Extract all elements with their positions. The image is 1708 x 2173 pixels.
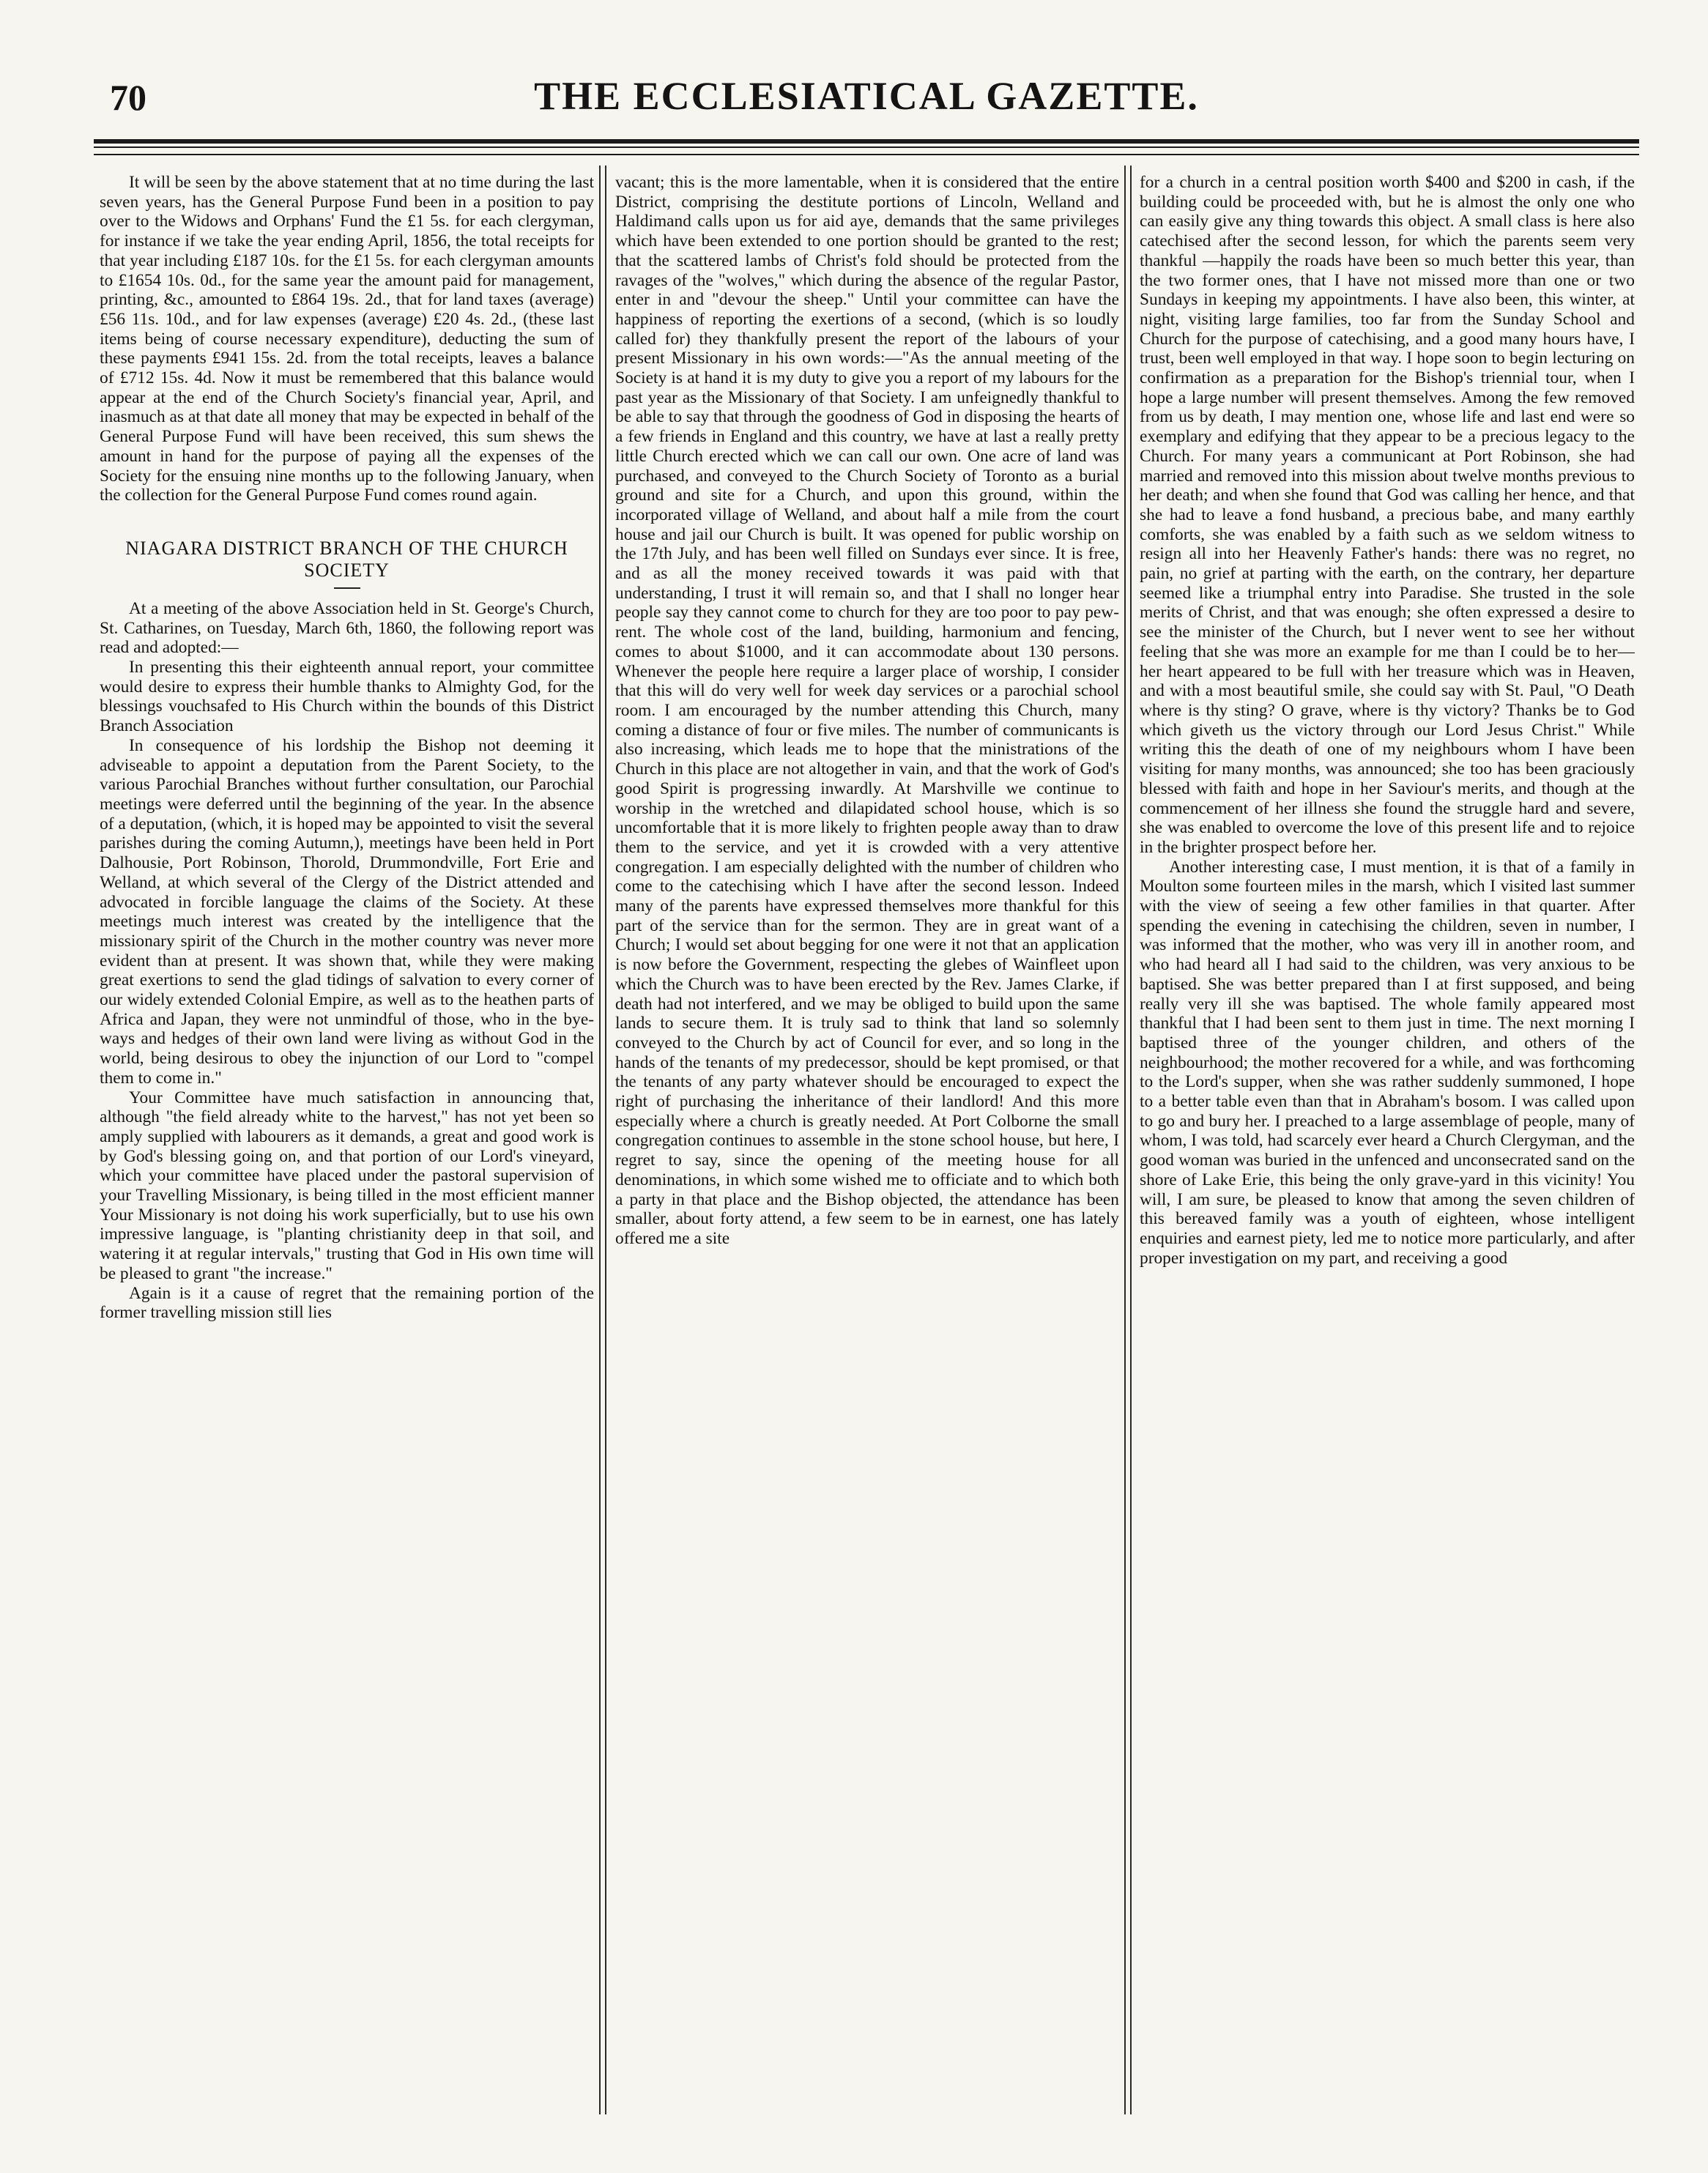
article-paragraph: In consequence of his lordship the Bishop not deeming it adviseable to appoint a deputation from the Parent Society, to the various Parochial Branches without further consultation, our Parochial meetings were deferred until the beginning of the year. In the absence of a deputation, (which, it is hoped may be appointed to visit the several parishes during the coming Autumn,), meetings have been held in Port Dalhousie, Port Robinson, Thorold, Drummondville, Fort Erie and Welland, at which several of the Clergy of the District attended and advocated in forcible language the claims of the Society. At these meetings much interest was created by the intelligence that the missionary spirit of the Church in the mother country was never more evident than at present. It was shown that, while they were making great exertions to send the glad tidings of salvation to every corner of our widely extended Colonial Empire, as well as to the heathen parts of Africa and Japan, they were not unmindful of those, who in the bye-ways and hedges of their own land were living as without God in the world, being desirous to obey the injunction of our Lord to "compel them to come in." bbox=[100, 735, 594, 1088]
column-divider bbox=[1124, 166, 1132, 2114]
heading-divider bbox=[334, 587, 360, 589]
masthead bbox=[94, 70, 1639, 129]
running-title: THE ECCLESIATICAL GAZETTE. bbox=[534, 74, 1199, 118]
column-left bbox=[100, 173, 594, 2107]
masthead-rule bbox=[94, 139, 1639, 144]
article-paragraph: It will be seen by the above statement that at no time during the last seven years, has the General Purpose Fund been in a position to pay over to the Widows and Orphans' Fund the £1 5s. for each clergyman, for instance if we take the year ending April, 1856, the total receipts for that year including £187 10s. for the £1 5s. for each clergyman amounts to £1654 10s. 0d., for the same year the amount paid for management, printing, &c., amounted to £864 19s. 2d., that for land taxes (average) £56 11s. 10d., and for law expenses (average) £20 4s. 2d., (these last items being of course necessary expenditure), deducting the sum of these payments £941 15s. 2d. from the total receipts, leaves a balance of £712 15s. 4d. Now it must be remembered that this balance would appear at the end of the Church Society's financial year, April, and inasmuch as at that date all money that may be expected in behalf of the General Purpose Fund will have been received, this sum shews the amount in hand for the purpose of paying all the expenses of the Society for the ensuing nine months up to the following January, when the collection for the General Purpose Fund comes round again. bbox=[100, 173, 594, 505]
column-divider bbox=[599, 166, 606, 2114]
article-paragraph: vacant; this is the more lamentable, when it is considered that the entire District, comprising the destitute portions of Lincoln, Welland and Haldimand calls upon us for aid aye, demands that the same privileges which have been extended to one portion should be granted to the rest; that the scattered lambs of Christ's fold should be protected from the ravages of the "wolves," which during the absence of the regular Pastor, enter in and "devour the sheep." Until your committee can have the happiness of reporting the exertions of a second, (which is so loudly called for) they thankfully present the report of the labours of your present Missionary in his own words:—"As the annual meeting of the Society is at hand it is my duty to give you a report of my labours for the past year as the Missionary of that Society. I am unfeignedly thankful to be able to say that through the goodness of God in disposing the hearts of a few friends in England and this country, we have at last a really pretty little Church erected which we can call our own. One acre of land was purchased, and conveyed to the Church Society of Toronto as a burial ground and site for a Church, and upon this ground, within the incorporated village of Welland, and about half a mile from the court house and jail our Church is built. It was opened for public worship on the 17th July, and has been well filled on Sundays ever since. It is free, and as all the money received towards it was paid with that understanding, I trust it will remain so, and that I shall no longer hear people say they cannot come to church for they are too poor to pay pew-rent. The whole cost of the land, building, harmonium and fencing, comes to about $1000, and it can accommodate about 130 persons. Whenever the people here require a larger place of worship, I consider that this will do very well for week day services or a parochial school room. I am encouraged by the number attending this Church, many coming a distance of four or five miles. The number of communicants is also increasing, which leads me to hope that the ministrations of the Church in this place are not altogether in vain, and that the work of God's good Spirit is progressing inwardly. At Marshville we continue to worship in the wretched and dilapidated school house, which is so uncomfortable that it is more likely to frighten people away than to draw them to the service, and yet it is crowded with a very attentive congregation. I am especially delighted with the number of children who come to the catechising which I have after the second lesson. Indeed many of the parents have expressed themselves more thankful for this part of the service than for the sermon. They are in great want of a Church; I would set about begging for one were it not that an application is now before the Government, respecting the glebes of Wainfleet upon which the Church was to have been erected by the Rev. James Clarke, if death had not interfered, and we may be obliged to build upon the same lands to secure them. It is truly sad to think that land so solemnly conveyed to the Church by act of Council for ever, and so long in the hands of the tenants of my predecessor, should be kept promised, or that the tenants of any party whatever should be encouraged to expect the right of purchasing the inheritance of their landlord! And this more especially where a church is greatly needed. At Port Colborne the small congregation continues to assemble in the stone school house, but here, I regret to say, since the opening of the meeting house for all denominations, in which some wished me to officiate and to which both a party in that place and the Bishop objected, the attendance has been smaller, about forty attend, a few seem to be in earnest, one has lately offered me a site bbox=[615, 173, 1119, 1248]
article-paragraph: At a meeting of the above Association held in St. George's Church, St. Catharines, on Tuesday, March 6th, 1860, the following report was read and adopted:— bbox=[100, 598, 594, 658]
article-paragraph: In presenting this their eighteenth annual report, your committee would desire to express their humble thanks to Almighty God, for the blessings vouchsafed to His Church within the bounds of this District Branch Association bbox=[100, 658, 594, 736]
column-right bbox=[1140, 173, 1635, 2107]
section-heading: NIAGARA DISTRICT BRANCH OF THE CHURCH SOCIETY bbox=[125, 537, 568, 581]
column-middle bbox=[615, 173, 1119, 2107]
masthead-rule-thin bbox=[94, 146, 1639, 148]
article-paragraph: for a church in a central position worth $400 and $200 in cash, if the building could be proceeded with, but he is almost the only one who can easily give any thing towards this object. A small class is here also catechised after the second lesson, for which the parents seem very thankful —happily the roads have been so much better this year, than the two former ones, that I have not missed more than one or two Sundays in keeping my appointments. I have also been, this winter, at night, visiting large families, too far from the Sunday School and Church for the purpose of catechising, and a good many hours have, I trust, been well employed in that way. I hope soon to begin lecturing on confirmation as a preparation for the Bishop's triennial tour, when I hope a large number will present themselves. Among the few removed from us by death, I may mention one, whose life and last end were so exemplary and edifying that they appear to be a precious legacy to the Church. For many years a communicant at Port Robinson, she had married and removed into this mission about twelve months previous to her death; and when she found that God was calling her hence, and that she had to leave a fond husband, a precious babe, and many earthly comforts, she was enabled by a faith such as we seldom witness to resign all into her Heavenly Father's hands: there was no regret, no pain, no grief at parting with the earth, on the contrary, her departure seemed like a triumphal entry into Paradise. She trusted in the sole merits of Christ, and that was enough; she often expressed a desire to see the minister of the Church, but I never went to see her without feeling that she was more an example for me than I could be to her—her heart appeared to be full with her treasure which was in Heaven, and with a most beautiful smile, she could say with St. Paul, "O Death where is thy sting? O grave, where is thy victory? Thanks be to God which giveth us the victory through our Lord Jesus Christ." While writing this the death of one of my neighbours whom I have been visiting for many months, was announced; she too has been graciously blessed with faith and hope in her Saviour's merits, and though at the commencement of her illness she found the struggle hard and severe, she was enabled to overcome the love of this present life and to rejoice in the brighter prospect before her. bbox=[1140, 173, 1635, 857]
article-paragraph: Another interesting case, I must mention, it is that of a family in Moulton some fourteen miles in the marsh, which I visited last summer with the view of seeing a few other families in that quarter. After spending the evening in catechising the children, seven in number, I was informed that the mother, who was very ill in another room, and who had heard all I had said to the children, was very anxious to be baptised. She was better prepared than I at first supposed, and being really very ill she was baptised. The whole family appeared most thankful that I had been sent to them just in time. The next morning I baptised three of the younger children, and others of the neighbourhood; the mother recovered for a while, and was forthcoming to the Lord's supper, when she was rather suddenly summoned, I hope to a better table even than that in Abraham's bosom. I was called upon to go and bury her. I preached to a large assemblage of people, many of whom, I was told, had scarcely ever heard a Church Clergyman, and the good woman was buried in the unfenced and unconsecrated sand on the shore of Lake Erie, this being the only grave-yard in this vicinity! You will, I am sure, be pleased to know that among the seven children of this bereaved family was a youth of eighteen, whose intelligent enquiries and earnest piety, led me to notice more particularly, and after proper investigation on my part, and receiving a good bbox=[1140, 857, 1635, 1268]
article-paragraph: Again is it a cause of regret that the remaining portion of the former travelling mission still lies bbox=[100, 1283, 594, 1323]
page-number: 70 bbox=[110, 77, 146, 118]
masthead-rule-thin-lower bbox=[94, 154, 1639, 155]
article-paragraph: Your Committee have much satisfaction in announcing that, although "the field already white to the harvest," has not yet been so amply supplied with labourers as it demands, a great and good work is by God's blessing going on, and that portion of our Lord's vineyard, which your committee have placed under the pastoral supervision of your Travelling Missionary, is being tilled in the most efficient manner Your Missionary is not doing his work superficially, but to use his own impressive language, is "planting christianity deep in that soil, and watering it at regular intervals," trusting that God in His own time will be pleased to grant "the increase." bbox=[100, 1088, 594, 1283]
